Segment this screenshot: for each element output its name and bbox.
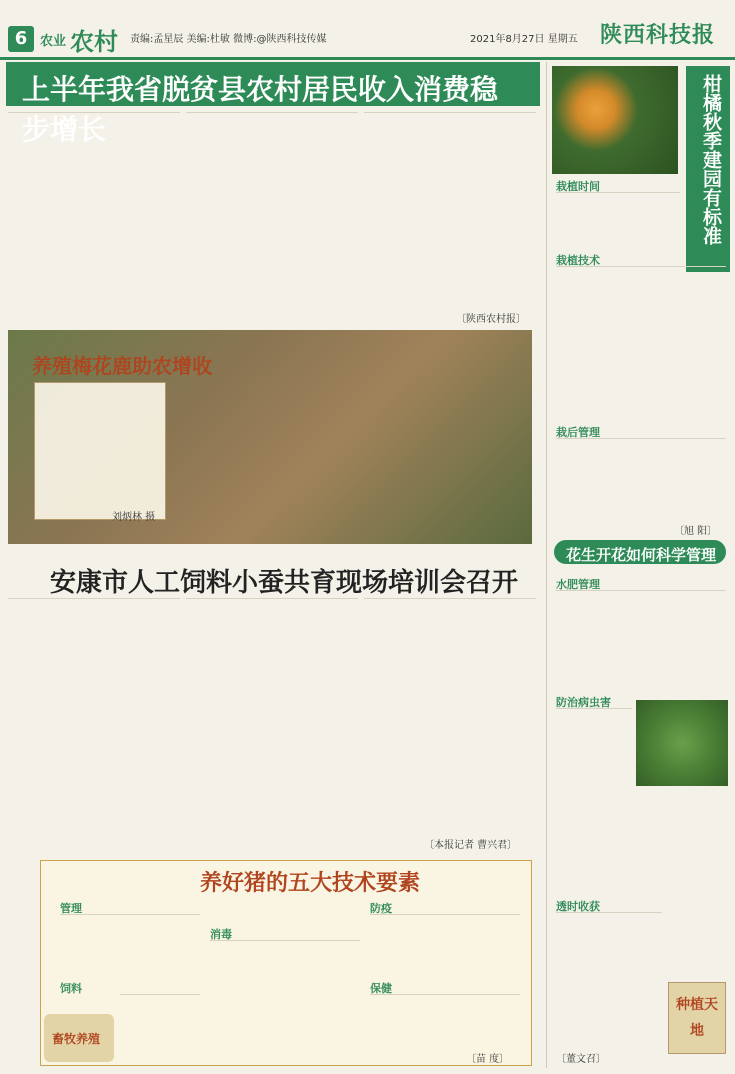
photo-caption-box (34, 382, 166, 520)
pig-section-body (370, 994, 520, 1046)
citrus-section-heading: 栽后管理 (556, 426, 600, 439)
pig-section-body (60, 914, 200, 974)
pig-deco-text: 畜牧养殖 (52, 1032, 101, 1046)
photo-story-title: 养殖梅花鹿助农增收 (32, 354, 212, 378)
citrus-section-heading: 栽植技术 (556, 254, 600, 267)
lead-byline: 〔陕西农村报〕 (456, 314, 526, 325)
pig-byline: 〔苗 度〕 (466, 1054, 510, 1065)
lead-body-column (186, 112, 358, 322)
pig-section-heading: 消毒 (210, 928, 232, 941)
peanut-deco-text: 种植天地 (676, 997, 718, 1039)
citrus-section-body (556, 266, 726, 416)
peanut-headline: 花生开花如何科学管理 (566, 546, 717, 564)
citrus-headline: 柑橘秋季建园有标准 (700, 74, 722, 245)
pig-headline: 养好猪的五大技术要素 (200, 870, 421, 896)
peanut-byline: 〔董文召〕 (556, 1054, 606, 1065)
peanut-section-heading: 透时收获 (556, 900, 600, 913)
lead-body-column (8, 112, 180, 322)
page-number: 6 (8, 26, 34, 52)
pig-section-heading: 保健 (370, 982, 392, 995)
pig-section-heading: 防疫 (370, 902, 392, 915)
peanut-section-heading: 防治病虫害 (556, 696, 611, 709)
silkworm-body-column (8, 598, 180, 852)
peanut-leaf-photo (636, 700, 728, 786)
photo-credit: 刘炳林 摄 (112, 512, 156, 523)
pig-section-heading: 管理 (60, 902, 82, 915)
silkworm-body-column (186, 598, 358, 852)
citrus-photo (552, 66, 678, 174)
silkworm-headline: 安康市人工饲料小蚕共育现场培训会召开 (50, 568, 519, 598)
peanut-section-body (556, 708, 632, 892)
citrus-section-heading: 栽植时间 (556, 180, 600, 193)
silkworm-byline: 〔本报记者 曹兴君〕 (424, 840, 518, 851)
paper-name: 陕西科技报 (600, 22, 716, 48)
editors-line: 责编:孟星辰 美编:杜敏 微博:@陕西科技传媒 (130, 34, 327, 45)
peanut-section-heading: 水肥管理 (556, 578, 600, 591)
pig-section-body (210, 940, 360, 1058)
dateline: 2021年8月27日 星期五 (470, 34, 578, 45)
lead-body-column (364, 112, 536, 322)
section-title: 农村 (70, 27, 118, 56)
section-name: 农业 (40, 34, 67, 49)
lead-headline: 上半年我省脱贫县农村居民收入消费稳步增长 (22, 73, 499, 146)
pig-section-body (370, 914, 520, 974)
silkworm-body-column (364, 598, 536, 852)
citrus-section-body (556, 438, 726, 520)
citrus-byline: 〔旭 阳〕 (674, 526, 718, 537)
citrus-section-body (556, 192, 680, 248)
peanut-section-body (556, 590, 726, 690)
pig-section-body (120, 994, 200, 1058)
pig-section-heading: 饲料 (60, 982, 82, 995)
peanut-section-body (556, 912, 662, 1038)
